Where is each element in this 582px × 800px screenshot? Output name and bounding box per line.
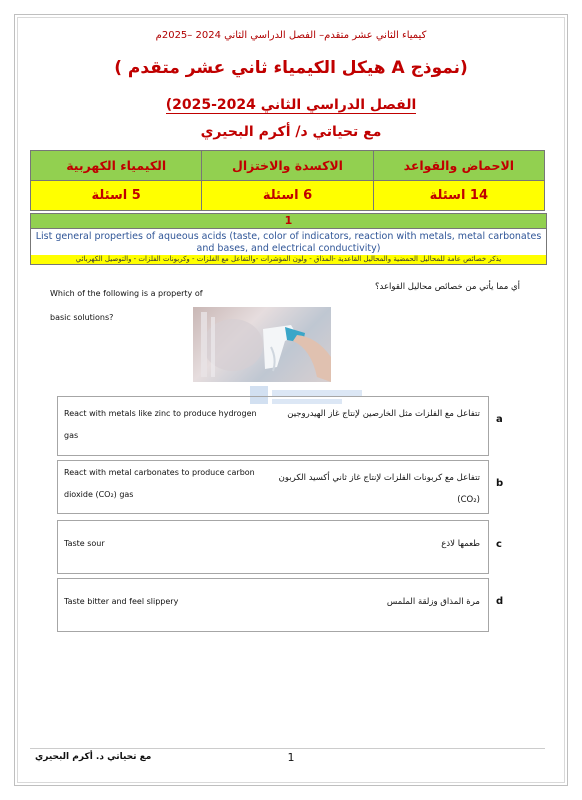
option-d-english: Taste bitter and feel slippery [64,597,179,606]
objective-arabic: يذكر خصائص عامة للمحاليل الحمضية والمحاليل القاعدية -المذاق - ولون المؤشرات -والتفاعل مع الفلزات - وكربونات الفلزات - والتوصيل الكهربائي [31,255,546,264]
option-c-english: Taste sour [64,539,105,548]
question-stem-arabic: أي مما يأتي من خصائص محاليل القواعد؟ [375,282,520,292]
option-c-letter: c [496,539,502,550]
question-number: 1 [31,214,546,229]
option-b-english [64,462,279,506]
option-b-letter: b [496,478,504,489]
option-a-english-line1: React with metals like zinc to produce hydrogen [64,409,257,418]
page-title: (نموذج A هيكل الكيمياء ثاني عشر متقدم ) [114,58,468,78]
topic-count: 6 اسئلة [202,181,373,211]
topic-name: الاكسدة والاختزال [202,151,373,181]
option-d-arabic: مرة المذاق وزلقة الملمس [386,597,480,607]
topic-name: الاحماض والقواعد [373,151,544,181]
spray-bottle-image [193,307,331,382]
header-line: كيمياء الثاني عشر متقدم– الفصل الدراسي الثاني 2024 –2025م [155,30,427,41]
option-b[interactable] [57,460,489,514]
question-header [30,213,547,265]
option-d-letter: d [496,596,504,607]
question-stem-english: Which of the following is a property of basic solutions? [50,289,203,322]
topic-name: الكيمياء الكهربية [31,151,202,181]
topics-count-row [31,181,545,211]
option-a[interactable] [57,396,489,456]
option-b-arabic [275,467,480,511]
topics-table [30,150,545,211]
option-a-english [64,403,279,447]
topic-count: 5 اسئلة [31,181,202,211]
option-b-english-line1: React with metal carbonates to produce carbon [64,468,255,477]
option-c[interactable] [57,520,489,574]
option-b-arabic-line2: (CO₂) [457,495,480,505]
footer-signature: مع تحياتي د. أكرم البحيري [35,752,152,762]
semester-subtitle [0,97,582,113]
topics-header-row [31,151,545,181]
objective-english: List general properties of aqueous acids (taste, color of indicators, reaction with metals, metal carbonates and bases, and electrical conductivity) [31,229,546,255]
option-a-letter: a [496,414,503,425]
footer-divider [30,748,545,749]
option-d[interactable] [57,578,489,632]
teacher-greeting: مع تحياتي د/ أكرم البحيري [200,124,382,140]
topic-count: 14 اسئلة [373,181,544,211]
option-b-english-line2: dioxide (CO₂) gas [64,490,134,499]
option-b-arabic-line1: تتفاعل مع كربونات الفلزات لإنتاج غاز ثاني أكسيد الكربون [278,473,480,483]
page-number: 1 [287,751,295,764]
option-a-english-line2: gas [64,431,79,440]
semester-subtitle-text: الفصل الدراسي الثاني 2024-2025) [165,97,417,113]
option-a-arabic: تتفاعل مع الفلزات مثل الخارصين لإنتاج غاز الهيدروجين [287,409,480,419]
option-c-arabic: طعمها لاذع [441,539,480,549]
